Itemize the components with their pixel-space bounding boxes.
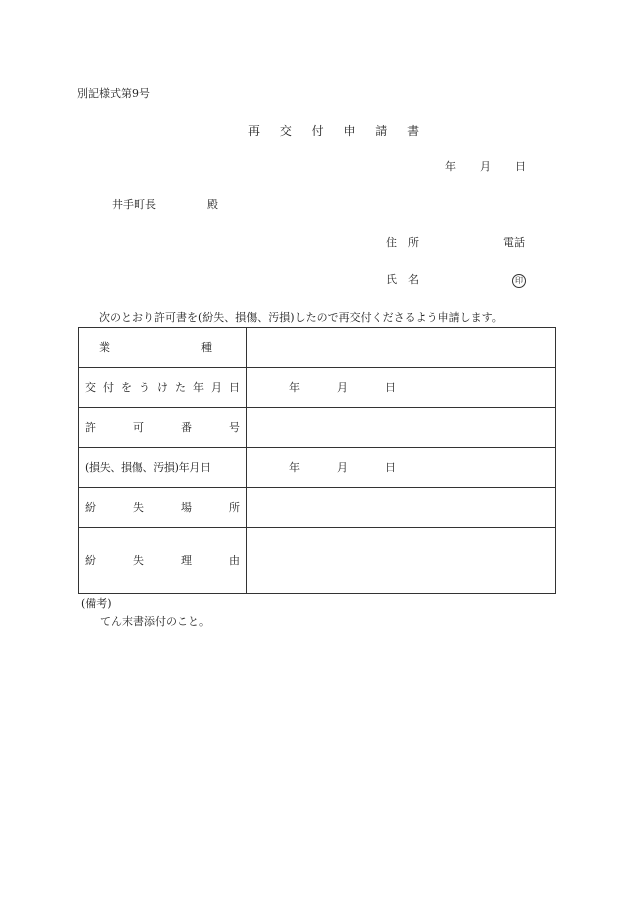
date-month: 月 bbox=[337, 380, 348, 394]
label-char: う bbox=[139, 380, 150, 394]
label-char: 失 bbox=[133, 500, 144, 514]
label-char: 月 bbox=[211, 380, 222, 394]
table-row bbox=[79, 528, 556, 594]
label-char: 由 bbox=[229, 553, 240, 567]
row-label-industry bbox=[79, 328, 247, 368]
row-label-permit-number bbox=[79, 408, 247, 448]
table-row bbox=[79, 448, 556, 488]
label-text: (損失、損傷、汚損)年月日 bbox=[85, 460, 211, 474]
addressee-name: 井手町長 bbox=[112, 198, 156, 211]
addressee-honorific: 殿 bbox=[207, 198, 218, 211]
label-char: 番 bbox=[181, 420, 192, 434]
label-char: け bbox=[157, 380, 168, 394]
label-char: 所 bbox=[229, 500, 240, 514]
name-label: 氏 名 bbox=[386, 273, 419, 286]
table-row bbox=[79, 408, 556, 448]
row-label-loss-reason bbox=[79, 528, 247, 594]
label-char: 業 bbox=[99, 340, 110, 354]
value-loss-reason[interactable] bbox=[247, 528, 556, 594]
date-day: 日 bbox=[385, 460, 396, 474]
application-table bbox=[78, 327, 556, 594]
notes-text: てん末書添付のこと。 bbox=[100, 615, 210, 628]
request-text: 次のとおり許可書を(紛失、損傷、汚損)したので再交付くださるよう申請します。 bbox=[99, 311, 503, 324]
notes-heading: (備考) bbox=[81, 597, 112, 610]
table-row bbox=[79, 488, 556, 528]
value-permit-number[interactable] bbox=[247, 408, 556, 448]
value-damage-date[interactable] bbox=[247, 448, 556, 488]
label-char: 日 bbox=[229, 380, 240, 394]
seal-mark bbox=[512, 273, 526, 288]
label-char: 場 bbox=[181, 500, 192, 514]
label-char: 理 bbox=[181, 553, 192, 567]
row-label-loss-place bbox=[79, 488, 247, 528]
phone-label: 電話 bbox=[503, 236, 525, 249]
label-char: 種 bbox=[201, 340, 212, 354]
address-label: 住 所 bbox=[386, 236, 419, 249]
date-year: 年 bbox=[289, 460, 300, 474]
label-char: 年 bbox=[193, 380, 204, 394]
label-char: 紛 bbox=[85, 553, 96, 567]
label-char: 号 bbox=[229, 420, 240, 434]
label-char: 付 bbox=[103, 380, 114, 394]
date-month: 月 bbox=[480, 160, 491, 173]
document-title: 再 交 付 申 請 書 bbox=[248, 124, 428, 138]
seal-icon: 印 bbox=[512, 274, 526, 288]
label-char: た bbox=[175, 380, 186, 394]
form-number: 別記様式第9号 bbox=[77, 87, 150, 100]
date-year: 年 bbox=[445, 160, 456, 173]
date-month: 月 bbox=[337, 460, 348, 474]
label-char: 交 bbox=[85, 380, 96, 394]
row-label-damage-date bbox=[79, 448, 247, 488]
date-day: 日 bbox=[515, 160, 526, 173]
label-char: 可 bbox=[133, 420, 144, 434]
table-row bbox=[79, 328, 556, 368]
value-loss-place[interactable] bbox=[247, 488, 556, 528]
label-char: を bbox=[121, 380, 132, 394]
date-year: 年 bbox=[289, 380, 300, 394]
label-char: 失 bbox=[133, 553, 144, 567]
label-char: 紛 bbox=[85, 500, 96, 514]
table-row bbox=[79, 368, 556, 408]
value-industry[interactable] bbox=[247, 328, 556, 368]
date-day: 日 bbox=[385, 380, 396, 394]
label-char: 許 bbox=[85, 420, 96, 434]
value-issued-date[interactable] bbox=[247, 368, 556, 408]
row-label-issued-date bbox=[79, 368, 247, 408]
